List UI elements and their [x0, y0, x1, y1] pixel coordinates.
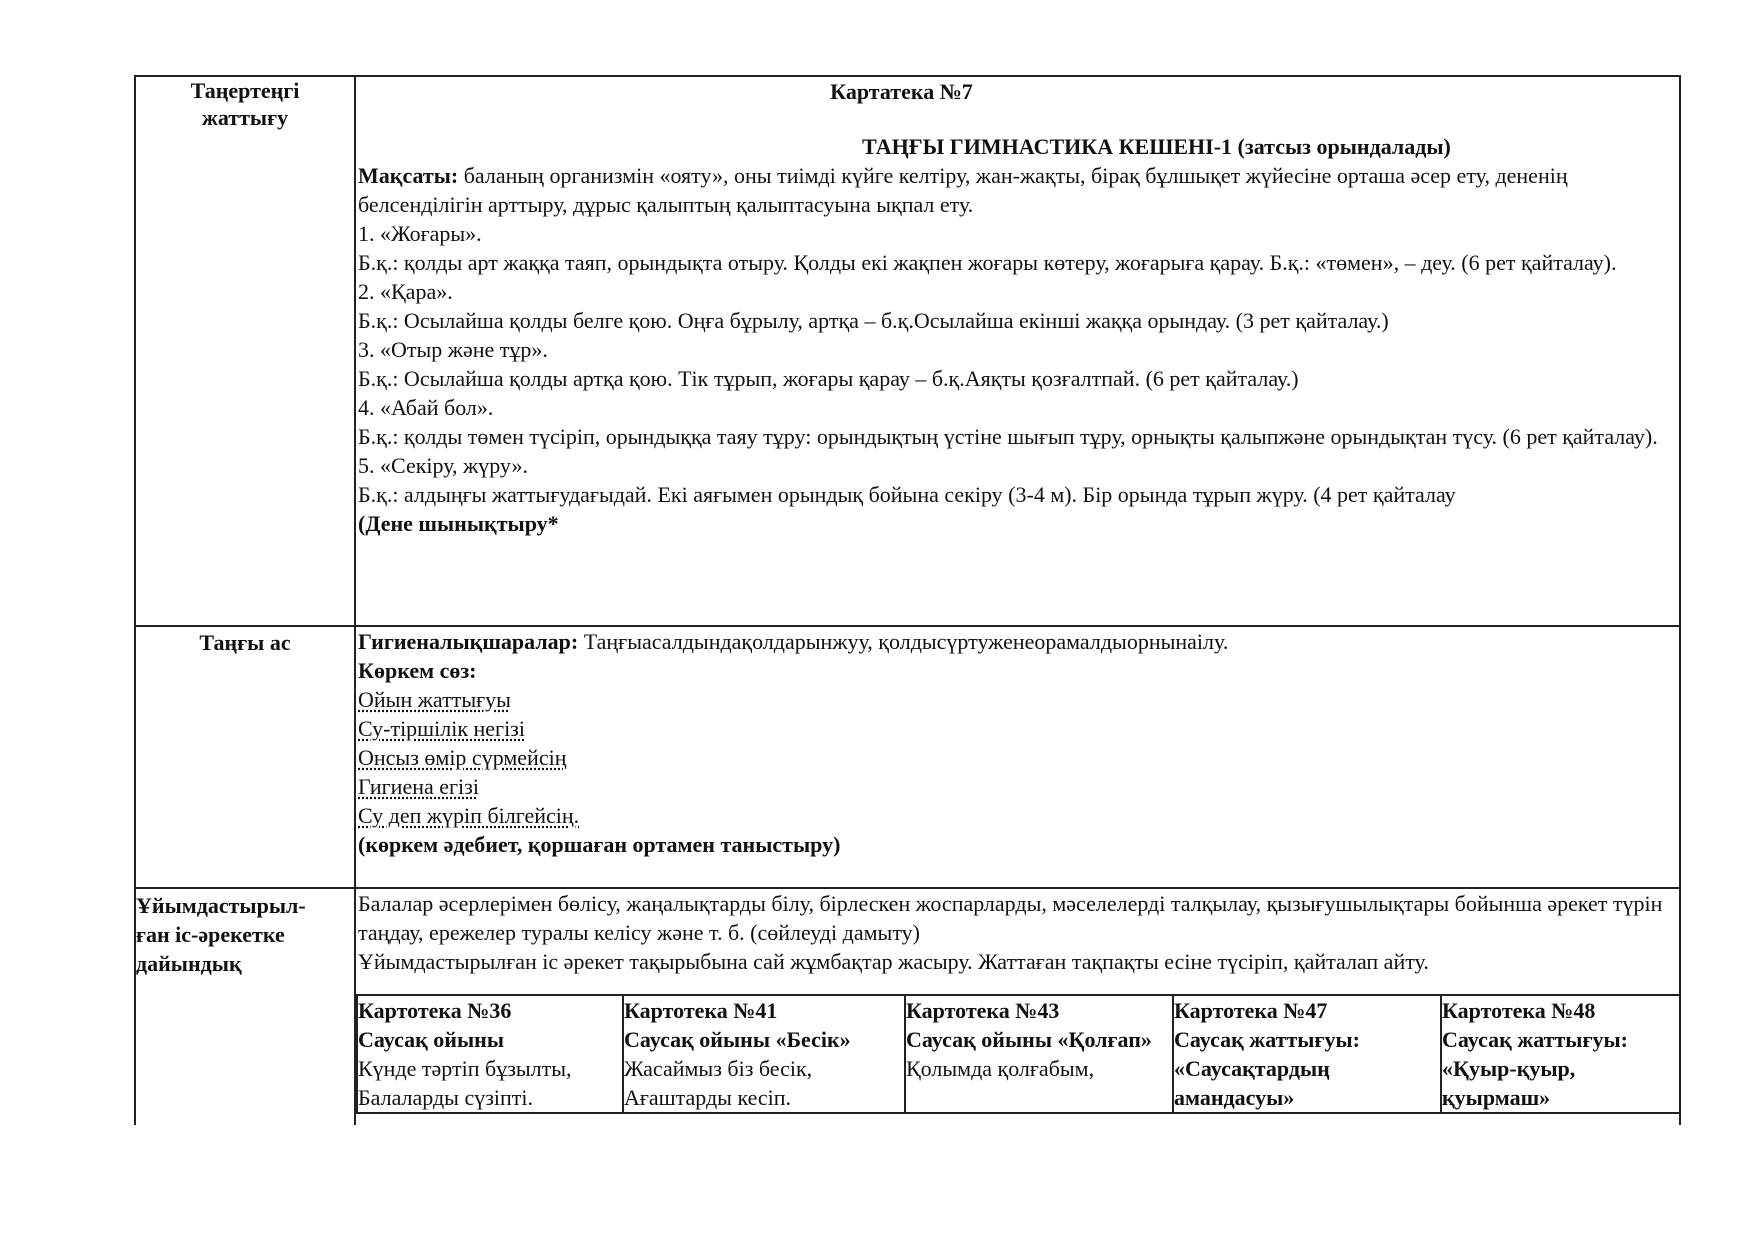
- goal-text: баланың организмін «ояту», оны тиімді күйге келтіру, жан-жақты, бірақ бұлшықет жүйесіне орташа әсер ету, дененің белсенділігін арттыру, дұрыс қалыптың қалыптасуына ықпал ету.: [358, 163, 1568, 217]
- card-subtitle: Саусақ ойыны «Қолғап»: [906, 1027, 1152, 1052]
- exercise-line: 4. «Абай бол».: [358, 395, 494, 420]
- exercise-line: Б.қ.: Осылайша қолды белге қою. Оңға бұрылу, артқа – б.қ.Осылайша екінші жаққа орындау. (3 рет қайталау.): [358, 308, 1389, 333]
- card-subtitle: Саусақ ойыны: [358, 1027, 505, 1052]
- hygiene-paragraph: [358, 627, 1675, 656]
- card-title: Картотека №43: [906, 998, 1060, 1023]
- card-line: Қолымда қолғабым,: [906, 1056, 1095, 1081]
- exercise-line: 1. «Жоғары».: [358, 221, 482, 246]
- goal-label: Мақсаты:: [358, 163, 459, 188]
- card-line: Жасаймыз біз бесік,: [624, 1056, 813, 1081]
- card-cell: [1173, 995, 1441, 1113]
- card-line: Балаларды сүзіпті.: [358, 1085, 534, 1110]
- hygiene-label: Гигиеналықшаралар:: [358, 629, 579, 654]
- card-title: Картотека №47: [1174, 998, 1328, 1023]
- row-label-preparation: Ұйымдастырыл-ған іс-әрекетке дайындық: [136, 893, 306, 976]
- card-subtitle: Саусақ жаттығуы: «Саусақтардың амандасуы»: [1174, 1027, 1360, 1110]
- row-label-cell: [135, 888, 355, 1125]
- poem-line: Гигиена егізі: [358, 774, 479, 799]
- hygiene-text: Таңғыасалдындақолдарынжуу, қолдысүртуженеорамалдыорнынаілу.: [578, 629, 1229, 654]
- card-title: Картатека №7: [830, 79, 973, 104]
- prep-text: Балалар әсерлерімен бөлісу, жаңалықтарды білу, бірлескен жоспарларды, мәселелерді талқылау, қызығушылықтары бойынша әрекет түрін таңдау, ережелер туралы келісу және т. б. (сөйлеуді дамыту): [358, 891, 1663, 945]
- exercise-line: Б.қ.: Осылайша қолды артқа қою. Тік тұрып, жоғары қарау – б.қ.Аяқты қозғалтпай. (6 рет қайталау.): [358, 366, 1299, 391]
- row-breakfast: [135, 626, 1680, 888]
- exercise-line: 3. «Отыр және тұр».: [358, 337, 548, 362]
- card-title: Картотека №48: [1442, 998, 1596, 1023]
- row-content-cell: [355, 888, 1680, 1125]
- card-line: Күнде тәртіп бұзылты,: [358, 1056, 572, 1081]
- row-label-morning: Таңертеңгі жаттығу: [190, 78, 300, 130]
- complex-title: ТАҢҒЫ ГИМНАСТИКА КЕШЕНІ-1 (затсыз орындалады): [862, 134, 1451, 159]
- goal-paragraph: [358, 161, 1675, 219]
- poem-line: Су деп жүріп білгейсің.: [358, 803, 580, 828]
- exercise-line: Б.қ.: қолды төмен түсіріп, орындыққа таяу тұру: орындықтың үстіне шығып тұру, орнықты қалыпжәне орындықтан түсу. (6 рет қайталау).: [358, 424, 1658, 449]
- card-title: Картотека №36: [358, 998, 512, 1023]
- row-label-cell: [135, 626, 355, 888]
- art-word-label: Көркем сөз:: [358, 658, 477, 683]
- subject-note: (көркем әдебиет, қоршаған ортамен таныстыру): [358, 832, 841, 857]
- document-page: [134, 75, 1681, 1125]
- exercise-line: 5. «Секіру, жүру».: [358, 453, 528, 478]
- card-title: Картотека №41: [624, 998, 778, 1023]
- row-morning-exercise: [135, 76, 1680, 626]
- subject-note: (Дене шынықтыру*: [358, 511, 559, 536]
- card-subtitle: Саусақ ойыны «Бесік»: [624, 1027, 851, 1052]
- card-subtitle: Саусақ жаттығуы: «Қуыр-қуыр, қуырмаш»: [1442, 1027, 1628, 1110]
- row-content-cell: [355, 626, 1680, 888]
- exercise-line: Б.қ.: алдыңғы жаттығудағыдай. Екі аяғымен орындық бойына секіру (3-4 м). Бір орында тұрып жүру. (4 рет қайталау: [358, 482, 1456, 507]
- card-line: Ағаштарды кесіп.: [624, 1085, 792, 1110]
- plan-table: [134, 75, 1681, 1125]
- card-cell: [905, 995, 1173, 1113]
- card-table: [356, 994, 1679, 1114]
- poem: [358, 685, 1675, 830]
- card-cell: [623, 995, 905, 1113]
- row-preparation: [135, 888, 1680, 1125]
- card-cell: [1441, 995, 1679, 1113]
- row-label-cell: [135, 76, 355, 626]
- exercise-line: 2. «Қара».: [358, 279, 453, 304]
- prep-text: Ұйымдастырылған іс әрекет тақырыбына сай жұмбақтар жасыру. Жаттаған тақпақты есіне түсіріп, қайталап айту.: [358, 949, 1429, 974]
- poem-line: Онсыз өмір сүрмейсің: [358, 745, 567, 770]
- poem-line: Ойын жаттығуы: [358, 687, 511, 712]
- row-content-cell: [355, 76, 1680, 626]
- row-label-breakfast: Таңғы ас: [199, 630, 291, 655]
- poem-line: Су-тіршілік негізі: [358, 716, 525, 741]
- exercise-list: [358, 219, 1675, 509]
- card-cell: [357, 995, 623, 1113]
- exercise-line: Б.қ.: қолды арт жаққа таяп, орындықта отыру. Қолды екі жақпен жоғары көтеру, жоғарыға қарау. Б.қ.: «төмен», – деу. (6 рет қайталау).: [358, 250, 1617, 275]
